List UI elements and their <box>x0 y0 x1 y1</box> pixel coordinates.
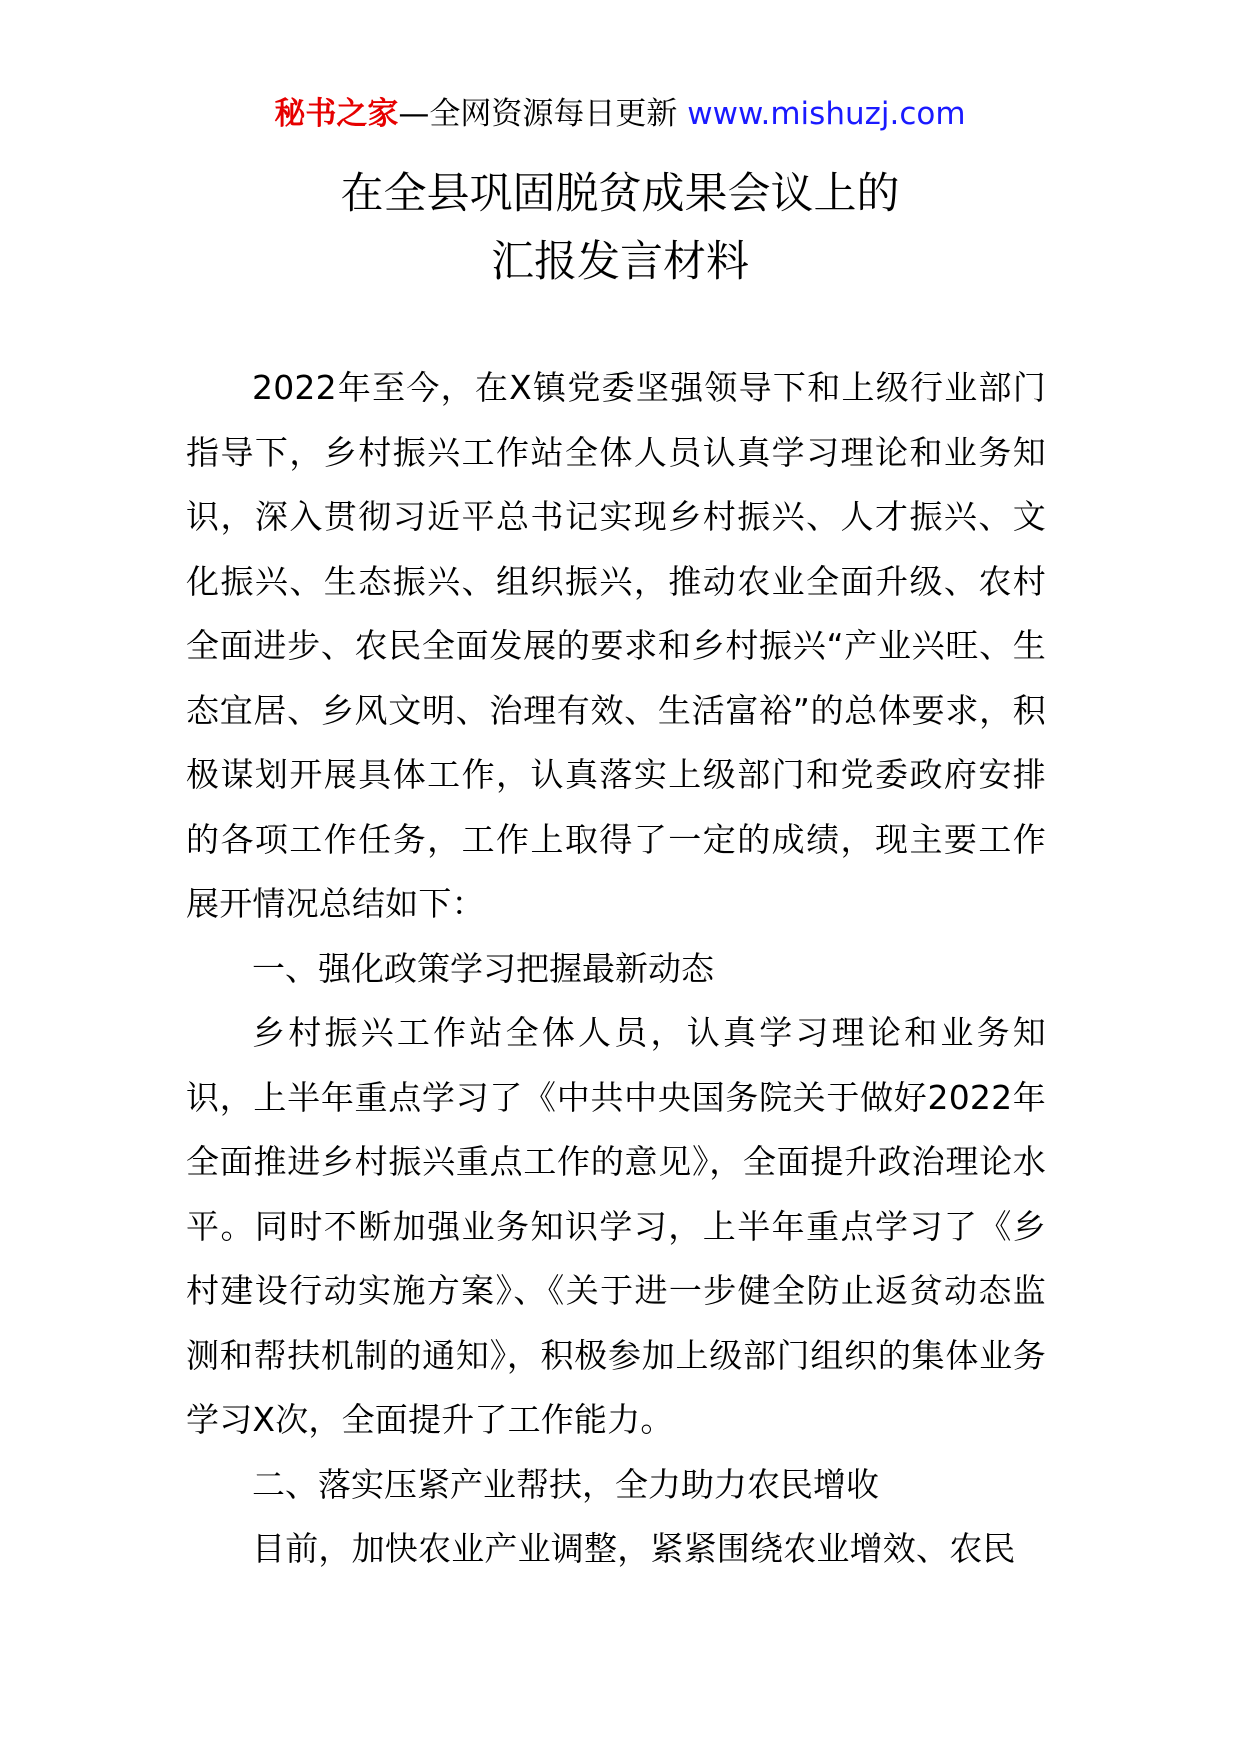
document-title <box>0 160 1240 296</box>
title-line-2: 汇报发言材料 <box>491 237 749 287</box>
section-1-paragraph: 乡村振兴工作站全体人员，认真学习理论和业务知识，上半年重点学习了《中共中央国务院关于做好2022年全面推进乡村振兴重点工作的意见》，全面提升政治理论水平。同时不断加强业务知识学习，上半年重点学习了《乡村建设行动实施方案》、《关于进一步健全防止返贫动态监测和帮扶机制的通知》，积极参加上级部门组织的集体业务学习X次，全面提升了工作能力。 <box>186 1013 1046 1439</box>
intro-paragraph: 2022年至今，在X镇党委坚强领导下和上级行业部门指导下，乡村振兴工作站全体人员认真学习理论和业务知识，深入贯彻习近平总书记实现乡村振兴、人才振兴、文化振兴、生态振兴、组织振兴，推动农业全面升级、农村全面进步、农民全面发展的要求和乡村振兴“产业兴旺、生态宜居、乡风文明、治理有效、生活富裕”的总体要求，积极谋划开展具体工作，认真落实上级部门和党委政府安排的各项工作任务，工作上取得了一定的成绩，现主要工作展开情况总结如下： <box>186 368 1046 923</box>
section-heading-1: 一、强化政策学习把握最新动态 <box>252 948 714 988</box>
document-body <box>186 356 1046 1582</box>
site-banner <box>0 92 1240 136</box>
site-brand: 秘书之家 <box>274 96 399 132</box>
site-url[interactable]: www.mishuzj.com <box>687 96 966 132</box>
title-line-1: 在全县巩固脱贫成果会议上的 <box>340 169 900 219</box>
section-heading-2: 二、落实压紧产业帮扶，全力助力农民增收 <box>252 1464 879 1504</box>
section-2-paragraph: 目前，加快农业产业调整，紧紧围绕农业增效、农民 <box>252 1529 1016 1568</box>
site-tagline: —全网资源每日更新 <box>398 96 688 132</box>
